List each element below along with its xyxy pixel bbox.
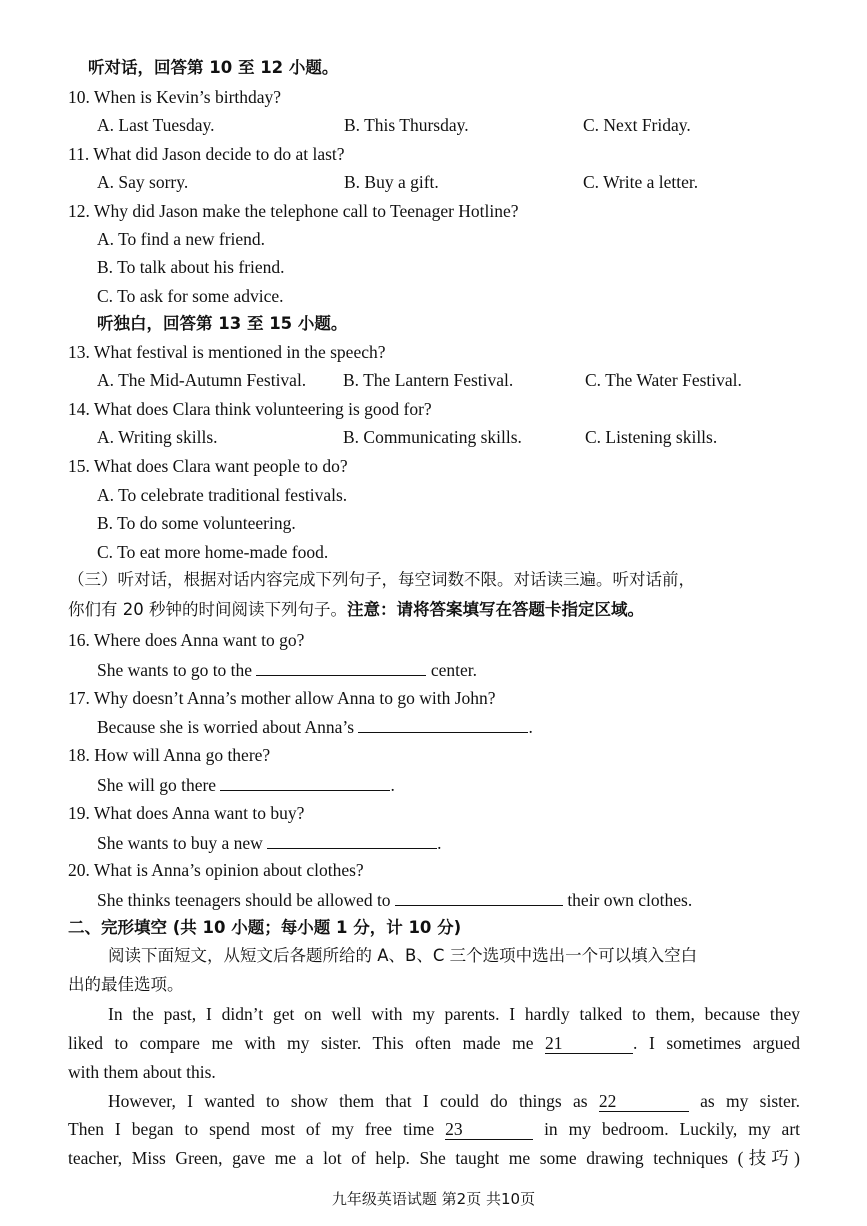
passage-p2-line2-prefix: Then I began to spend most of my free time xyxy=(68,1119,435,1139)
question-13-option-c: C. The Water Festival. xyxy=(585,370,742,390)
question-13-option-a: A. The Mid-Autumn Festival. xyxy=(97,370,307,390)
question-14-option-a: A. Writing skills. xyxy=(97,427,218,447)
passage-p2-line2 xyxy=(68,1117,800,1141)
question-15-stem: 15. What does Clara want people to do? xyxy=(68,456,348,476)
question-16-prefix: She wants to go to the xyxy=(97,660,253,680)
question-11-option-a: A. Say sorry. xyxy=(97,172,189,192)
part3-instruction-line1: （三）听对话，根据对话内容完成下列句子，每空词数不限。对话读三遍。听对话前， xyxy=(68,570,695,589)
answer-blank-20[interactable] xyxy=(395,887,563,906)
question-15-option-b: B. To do some volunteering. xyxy=(97,513,296,533)
question-14-stem: 14. What does Clara think volunteering is good for? xyxy=(68,399,432,419)
question-14-option-b: B. Communicating skills. xyxy=(343,427,522,447)
page-footer: 九年级英语试题 第2页 共10页 xyxy=(331,1190,536,1208)
question-12-stem: 12. Why did Jason make the telephone call to Teenager Hotline? xyxy=(68,201,519,221)
section2-instruction-line1: 阅读下面短文，从短文后各题所给的 A、B、C 三个选项中选出一个可以填入空白 xyxy=(108,946,698,965)
question-12-option-a: A. To find a new friend. xyxy=(97,229,266,249)
question-10-option-c: C. Next Friday. xyxy=(583,115,691,135)
part3-instruction-plain: 你们有 20 秒钟的时间阅读下列句子。 xyxy=(68,600,347,619)
question-20-sentence xyxy=(97,887,692,912)
passage-p2-line3: teacher, Miss Green, gave me a lot of help. She taught me some drawing techniques (技巧) xyxy=(68,1148,800,1168)
question-12-option-c: C. To ask for some advice. xyxy=(97,286,284,306)
passage-p1-line2-suffix: . I sometimes argued xyxy=(633,1033,801,1053)
part3-instruction-line2 xyxy=(68,597,644,622)
question-19-sentence xyxy=(97,830,442,855)
question-18-stem: 18. How will Anna go there? xyxy=(68,745,271,765)
question-12-option-b: B. To talk about his friend. xyxy=(97,257,285,277)
passage-p2-line2-suffix: in my bedroom. Luckily, my art xyxy=(544,1119,801,1139)
question-18-sentence xyxy=(97,772,395,797)
section2-title: 二、完形填空 (共 10 小题；每小题 1 分，计 10 分) xyxy=(68,918,462,937)
passage-p1-line3: with them about this. xyxy=(68,1062,216,1082)
question-15-option-a: A. To celebrate traditional festivals. xyxy=(97,485,348,505)
passage-p1-line2-prefix: liked to compare me with my sister. This often made me xyxy=(68,1033,534,1053)
question-17-stem: 17. Why doesn’t Anna’s mother allow Anna to go with John? xyxy=(68,688,496,708)
answer-blank-19[interactable] xyxy=(267,830,437,849)
passage-p1-line1: In the past, I didn’t get on well with my parents. I hardly talked to them, because they xyxy=(108,1004,800,1024)
question-19-prefix: She wants to buy a new xyxy=(97,833,263,853)
question-20-stem: 20. What is Anna’s opinion about clothes? xyxy=(68,860,364,880)
question-10-option-b: B. This Thursday. xyxy=(344,115,469,135)
question-14-option-c: C. Listening skills. xyxy=(585,427,718,447)
question-11-option-c: C. Write a letter. xyxy=(583,172,699,192)
question-19-stem: 19. What does Anna want to buy? xyxy=(68,803,305,823)
answer-blank-16[interactable] xyxy=(256,657,426,676)
cloze-blank-23[interactable]: 23 xyxy=(445,1119,533,1140)
question-17-suffix: . xyxy=(528,717,533,737)
answer-blank-17[interactable] xyxy=(358,714,528,733)
passage-p2-line1 xyxy=(108,1089,800,1113)
question-16-suffix: center. xyxy=(430,660,477,680)
question-18-prefix: She will go there xyxy=(97,775,217,795)
part3-instruction-note: 注意：请将答案填写在答题卡指定区域。 xyxy=(347,600,644,619)
question-11-option-b: B. Buy a gift. xyxy=(344,172,439,192)
cloze-blank-22[interactable]: 22 xyxy=(599,1091,689,1112)
question-13-stem: 13. What festival is mentioned in the speech? xyxy=(68,342,386,362)
question-20-prefix: She thinks teenagers should be allowed to xyxy=(97,890,391,910)
question-20-suffix: their own clothes. xyxy=(567,890,693,910)
passage-p1-line2 xyxy=(68,1031,800,1055)
question-16-sentence xyxy=(97,657,477,682)
question-16-stem: 16. Where does Anna want to go? xyxy=(68,630,305,650)
question-10-stem: 10. When is Kevin’s birthday? xyxy=(68,87,282,107)
question-17-prefix: Because she is worried about Anna’s xyxy=(97,717,355,737)
question-15-option-c: C. To eat more home-made food. xyxy=(97,542,329,562)
section-heading-10-12: 听对话，回答第 10 至 12 小题。 xyxy=(88,58,339,77)
passage-p2-line1-prefix: However, I wanted to show them that I could do things as xyxy=(108,1091,588,1111)
question-17-sentence xyxy=(97,714,533,739)
question-10-option-a: A. Last Tuesday. xyxy=(97,115,215,135)
section2-instruction-line2: 出的最佳选项。 xyxy=(68,975,184,994)
question-13-option-b: B. The Lantern Festival. xyxy=(343,370,514,390)
cloze-blank-21[interactable]: 21 xyxy=(545,1033,633,1054)
answer-blank-18[interactable] xyxy=(220,772,390,791)
question-18-suffix: . xyxy=(390,775,395,795)
passage-p2-line1-suffix: as my sister. xyxy=(700,1091,800,1111)
question-11-stem: 11. What did Jason decide to do at last? xyxy=(68,144,345,164)
section-heading-13-15: 听独白，回答第 13 至 15 小题。 xyxy=(97,314,348,333)
question-19-suffix: . xyxy=(437,833,442,853)
